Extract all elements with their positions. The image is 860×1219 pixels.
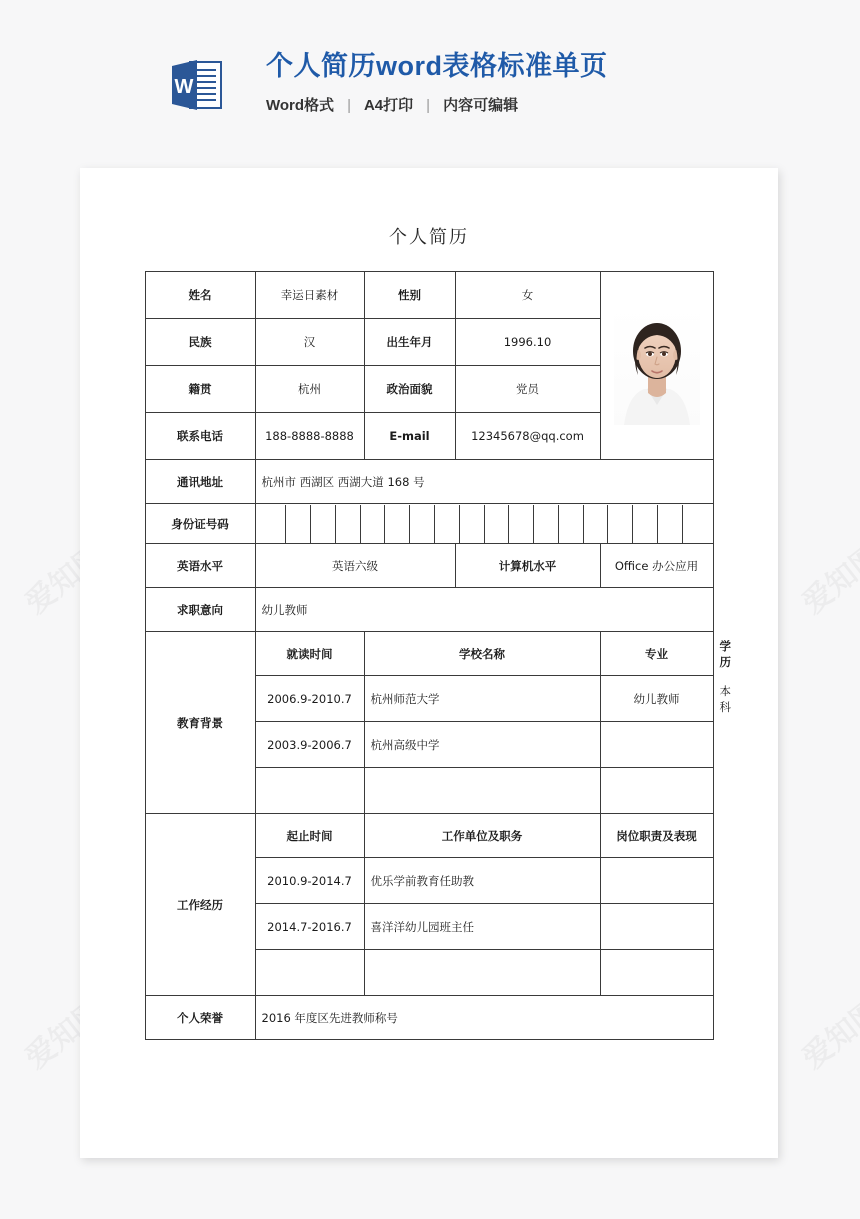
resume-table: [145, 271, 731, 1040]
table-row: [145, 996, 713, 1040]
work-cell-company[interactable]: [364, 950, 600, 996]
id-photo-cell[interactable]: [600, 272, 713, 460]
field-value-phone[interactable]: 188-8888-8888: [255, 413, 364, 460]
field-value-birthdate[interactable]: 1996.10: [455, 319, 600, 366]
subtitle-separator: |: [347, 97, 351, 115]
field-value-gender[interactable]: 女: [455, 272, 600, 319]
field-value-id-number[interactable]: [255, 504, 713, 544]
section-label-education: 教育背景: [145, 632, 255, 814]
education-cell-major[interactable]: [600, 722, 713, 768]
field-label-computer: 计算机水平: [455, 544, 600, 588]
field-value-honor[interactable]: 2016 年度区先进教师称号: [255, 996, 713, 1040]
field-label-job-intention: 求职意向: [145, 588, 255, 632]
field-value-address[interactable]: 杭州市 西湖区 西湖大道 168 号: [255, 460, 713, 504]
work-header-duties: 岗位职责及表现: [600, 814, 713, 858]
field-label-birthdate: 出生年月: [364, 319, 455, 366]
table-row: 2006.9-2010.7 杭州师范大学 幼儿教师 本科: [145, 676, 713, 722]
table-row: [145, 460, 713, 504]
field-label-english: 英语水平: [145, 544, 255, 588]
word-document-icon: [168, 56, 226, 114]
education-header-major: 专业: [645, 646, 668, 661]
id-number-box[interactable]: [559, 505, 584, 543]
field-label-gender: 性别: [364, 272, 455, 319]
subtitle-part-editable: 内容可编辑: [443, 97, 519, 115]
subtitle-part-format: Word格式: [266, 97, 335, 115]
field-value-ethnicity[interactable]: 汉: [255, 319, 364, 366]
field-label-ethnicity: 民族: [145, 319, 255, 366]
work-header-period: 起止时间: [255, 814, 364, 858]
watermark: [791, 532, 860, 622]
id-number-box[interactable]: [311, 505, 336, 543]
id-number-box[interactable]: [286, 505, 311, 543]
id-number-box[interactable]: [262, 505, 287, 543]
table-row: [145, 588, 713, 632]
subtitle-separator: |: [426, 97, 431, 115]
field-label-honor: 个人荣誉: [145, 996, 255, 1040]
work-cell-company[interactable]: 优乐学前教育任助教: [364, 858, 600, 904]
id-number-box[interactable]: [509, 505, 534, 543]
svg-text:W: W: [174, 76, 194, 98]
field-value-name[interactable]: 幸运日素材: [255, 272, 364, 319]
field-value-email[interactable]: 12345678@qq.com: [455, 413, 600, 460]
field-value-political-status[interactable]: 党员: [455, 366, 600, 413]
field-value-english[interactable]: 英语六级: [255, 544, 455, 588]
work-cell-period[interactable]: 2010.9-2014.7: [255, 858, 364, 904]
id-number-box[interactable]: [608, 505, 633, 543]
id-number-box[interactable]: [410, 505, 435, 543]
education-cell-major[interactable]: 幼儿教师: [600, 676, 713, 722]
id-number-box[interactable]: [658, 505, 683, 543]
education-cell-period[interactable]: 2006.9-2010.7: [255, 676, 364, 722]
education-header-degree-group: [600, 632, 713, 676]
id-number-box[interactable]: [683, 505, 707, 543]
page-title: 个人简历word表格标准单页: [266, 51, 608, 81]
table-row: [145, 504, 713, 544]
page-header: [0, 0, 860, 150]
education-header-school: 学校名称: [364, 632, 600, 676]
id-number-box[interactable]: [584, 505, 609, 543]
field-label-phone: 联系电话: [145, 413, 255, 460]
id-photo: [614, 307, 700, 425]
work-cell-period[interactable]: [255, 950, 364, 996]
id-number-box[interactable]: [633, 505, 658, 543]
education-cell-major[interactable]: [600, 768, 713, 814]
subtitle-part-print: A4打印: [363, 97, 414, 115]
field-value-hometown[interactable]: 杭州: [255, 366, 364, 413]
work-cell-period[interactable]: 2014.7-2016.7: [255, 904, 364, 950]
section-label-work: 工作经历: [145, 814, 255, 996]
field-label-hometown: 籍贯: [145, 366, 255, 413]
field-label-email: E-mail: [364, 413, 455, 460]
education-cell-period[interactable]: [255, 768, 364, 814]
education-cell-school[interactable]: 杭州师范大学: [364, 676, 600, 722]
id-number-box[interactable]: [460, 505, 485, 543]
field-label-id-number: 身份证号码: [145, 504, 255, 544]
work-cell-duties[interactable]: [600, 904, 713, 950]
watermark: [791, 987, 860, 1077]
id-number-box[interactable]: [361, 505, 386, 543]
table-row: [145, 544, 713, 588]
id-number-box[interactable]: [435, 505, 460, 543]
work-cell-duties[interactable]: [600, 858, 713, 904]
work-cell-duties[interactable]: [600, 950, 713, 996]
education-cell-period[interactable]: 2003.9-2006.7: [255, 722, 364, 768]
resume-title: 个人简历: [389, 227, 469, 248]
field-label-name: 姓名: [145, 272, 255, 319]
id-number-box[interactable]: [336, 505, 361, 543]
work-header-company: 工作单位及职务: [364, 814, 600, 858]
education-cell-school[interactable]: [364, 768, 600, 814]
education-cell-school[interactable]: 杭州高级中学: [364, 722, 600, 768]
id-number-box[interactable]: [534, 505, 559, 543]
field-value-computer[interactable]: Office 办公应用: [600, 544, 713, 588]
education-header-period: 就读时间: [255, 632, 364, 676]
document-sheet: [80, 168, 778, 1158]
id-number-box[interactable]: [385, 505, 410, 543]
field-value-job-intention[interactable]: 幼儿教师: [255, 588, 713, 632]
page-subtitle: [266, 94, 608, 115]
field-label-address: 通讯地址: [145, 460, 255, 504]
id-number-boxes[interactable]: [262, 505, 707, 543]
table-row: [145, 272, 713, 319]
id-number-box[interactable]: [485, 505, 510, 543]
table-row: 教育背景 就读时间 学校名称 专业 学历: [145, 632, 713, 676]
field-label-political-status: 政治面貌: [364, 366, 455, 413]
table-row: [145, 814, 713, 858]
work-cell-company[interactable]: 喜洋洋幼儿园班主任: [364, 904, 600, 950]
